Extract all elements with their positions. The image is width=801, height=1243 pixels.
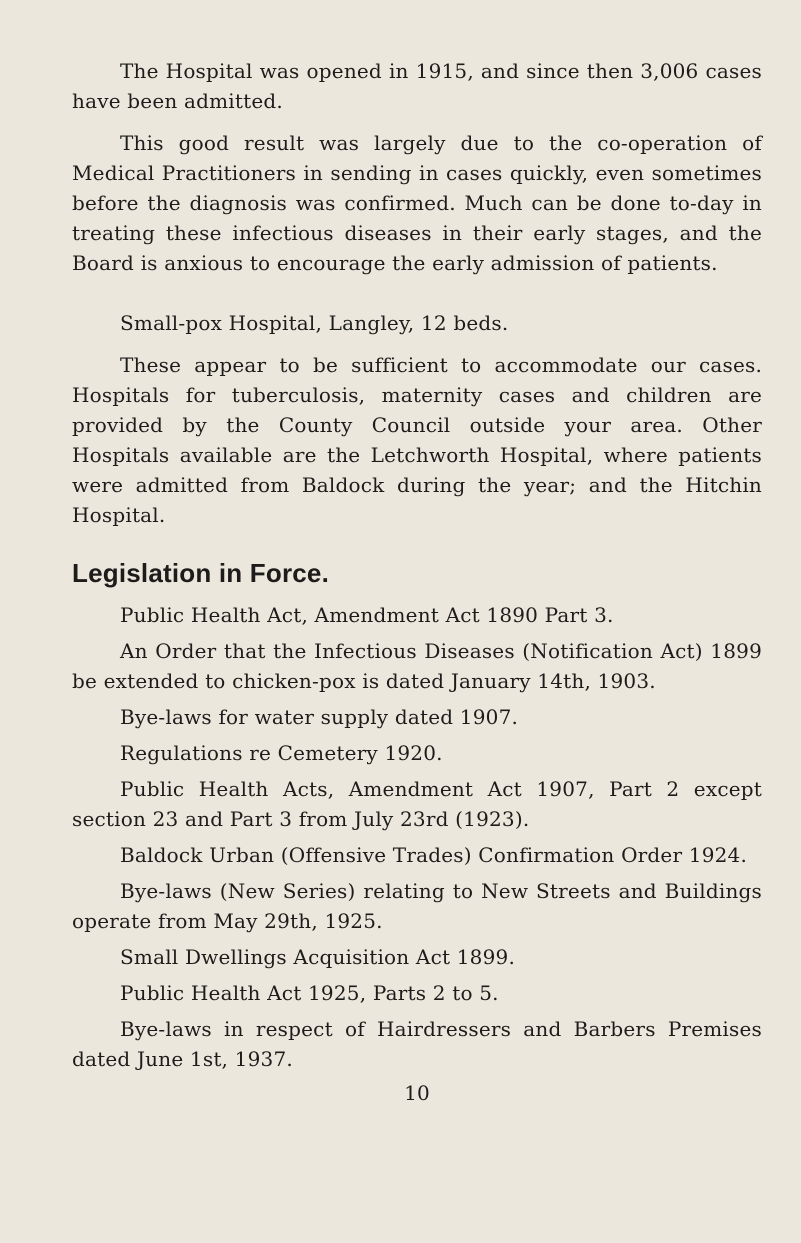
page-number: 10 (404, 1081, 430, 1105)
paragraph-sufficient: These appear to be sufficient to accommodate our cases. Hospitals for tuberculosis, maternity cases and children are provided by the County Council outside your area. Other Hospitals available are the Letchworth Hospital, where patients were admitted from Baldock during the year; and the Hitchin Hospital. (72, 353, 762, 527)
paragraph-smallpox: Small-pox Hospital, Langley, 12 beds. (120, 311, 509, 335)
content-column (72, 56, 762, 1106)
legislation-item: Baldock Urban (Offensive Trades) Confirmation Order 1924. (120, 843, 748, 867)
legislation-item: Bye-laws (New Series) relating to New Streets and Buildings operate from May 29th, 1925. (72, 879, 762, 933)
legislation-item: Regulations re Cemetery 1920. (120, 741, 443, 765)
legislation-item: Public Health Act, Amendment Act 1890 Part 3. (120, 603, 614, 627)
legislation-heading: Legislation in Force. (72, 558, 330, 588)
paragraph-opened: The Hospital was opened in 1915, and since then 3,006 cases have been admitted. (72, 59, 762, 113)
paragraph-result: This good result was largely due to the co-operation of Medical Practitioners in sending in cases quickly, even sometimes before the diagnosis was confirmed. Much can be done to-day in treating these infectious diseases in their early stages, and the Board is anxious to encourage the early admission of patients. (72, 131, 762, 275)
legislation-item: Bye-laws in respect of Hairdressers and Barbers Premises dated June 1st, 1937. (72, 1017, 762, 1071)
legislation-item: Public Health Act 1925, Parts 2 to 5. (120, 981, 499, 1005)
legislation-item: Small Dwellings Acquisition Act 1899. (120, 945, 516, 969)
legislation-item: Public Health Acts, Amendment Act 1907, Part 2 except section 23 and Part 3 from July 23rd (1923). (72, 777, 762, 831)
legislation-item: Bye-laws for water supply dated 1907. (120, 705, 519, 729)
legislation-item: An Order that the Infectious Diseases (Notification Act) 1899 be extended to chicken-pox is dated January 14th, 1903. (72, 639, 762, 693)
